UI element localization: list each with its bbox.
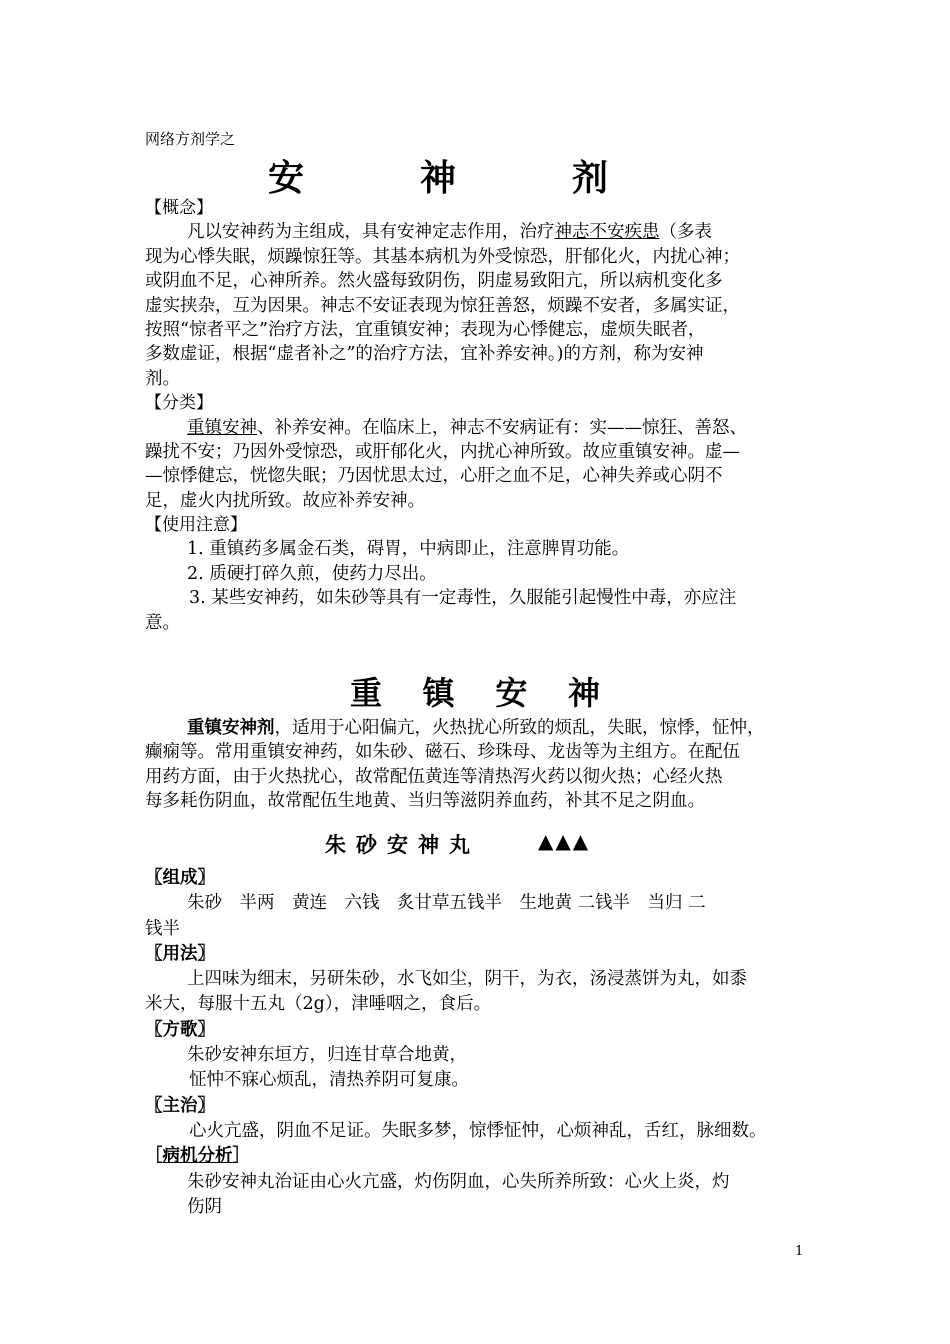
page-number: 1: [795, 1244, 804, 1259]
section-lead: 重镇安神剂: [187, 718, 275, 738]
section-line: 癫痫等。常用重镇安神药，如朱砂、磁石、珍珠母、龙齿等为主组方。在配伍: [145, 742, 740, 763]
notes-item: 1. 重镇药多属金石类，碍胃，中病即止，注意脾胃功能。: [187, 539, 630, 560]
section-line: 用药方面，由于火热扰心，故常配伍黄连等清热泻火药以彻火热；心经火热: [145, 766, 723, 787]
concept-underline: 神志不安疾患: [554, 222, 660, 243]
page-title: [268, 150, 608, 201]
section-title-char: 安: [495, 674, 528, 712]
section-line: 每多耗伤阴血，故常配伍生地黄、当归等滋阴养血药，补其不足之阴血。: [145, 791, 705, 812]
indication-heading: 〖主治〗: [145, 1095, 215, 1116]
section-line: 重镇安神剂，适用于心阳偏亢，火热扰心所致的烦乱，失眠，惊悸，怔忡，: [187, 718, 765, 738]
formula-body: [145, 866, 835, 1220]
analysis-line: 伤阴: [187, 1196, 222, 1217]
title-char: 安: [268, 157, 305, 199]
section-title-char: 重: [350, 674, 383, 712]
classification-line: 躁扰不安；乃因外受惊恐，或肝郁化火，内扰心神所致。故应重镇安神。虚—: [145, 441, 740, 462]
section-title-char: 神: [567, 674, 600, 712]
classification-underline: 重镇安神: [187, 417, 257, 438]
concept-line: 或阴血不足，心神所养。然火盛每致阴伤，阴虚易致阳亢，所以病机变化多: [145, 271, 723, 292]
concept-line: 剂。: [145, 368, 180, 389]
song-heading: 〖方歌〗: [145, 1019, 215, 1040]
composition-heading: 〖组成〗: [145, 868, 215, 888]
rating-triangles: ▲▲▲: [538, 829, 591, 853]
section-title: [350, 668, 600, 714]
intro-block: [145, 196, 825, 635]
concept-line: 多数虚证，根据“虚者补之”的治疗方法，宜补养安神。)的方剂，称为安神: [145, 344, 704, 365]
notes-heading: 【使用注意】: [145, 515, 247, 536]
classification-line: 足，虚火内扰所致。故应补养安神。: [145, 490, 425, 511]
classification-line: —惊悸健忘，恍惚失眠；乃因忧思太过，心肝之血不足，心神失养或心阴不: [145, 466, 723, 487]
usage-line: 上四味为细末，另研朱砂，水飞如尘，阴干，为衣，汤浸蒸饼为丸，如黍: [187, 969, 747, 990]
composition-line: 钱半: [145, 918, 180, 939]
analysis-heading: ［病机分析］: [145, 1146, 250, 1167]
section-title-char: 镇: [422, 674, 455, 712]
song-line: 朱砂安神东垣方，归连甘草合地黄，: [187, 1045, 467, 1066]
classification-line: 重镇安神、补养安神。在临床上，神志不安病证有：实——惊狂、善怒、: [187, 417, 747, 438]
usage-heading: 〖用法〗: [145, 943, 215, 964]
song-line: 怔忡不寐心烦乱，清热养阴可复康。: [189, 1070, 469, 1091]
title-char: 神: [419, 157, 456, 199]
concept-line: 凡以安神药为主组成，具有安神定志作用，治疗神志不安疾患（多表: [187, 222, 712, 243]
series-label: 网络方剂学之: [145, 130, 236, 148]
concept-line: 虚实挟杂，互为因果。神志不安证表现为惊狂善怒，烦躁不安者，多属实证，: [145, 295, 740, 316]
title-char: 剂: [571, 157, 608, 199]
usage-line: 米大，每服十五丸（2g），津唾咽之，食后。: [145, 994, 492, 1015]
concept-line: 按照“惊者平之”治疗方法，宜重镇安神；表现为心悸健忘，虚烦失眠者，: [145, 319, 706, 340]
indication-line: 心火亢盛，阴血不足证。失眠多梦，惊悸怔忡，心烦神乱，舌红，脉细数。: [189, 1120, 767, 1141]
composition-line: 朱砂 半两 黄连 六钱 炙甘草五钱半 生地黄 二钱半 当归 二: [187, 893, 706, 914]
notes-item: 3. 某些安神药，如朱砂等具有一定毒性，久服能引起慢性中毒，亦应注: [189, 588, 737, 609]
notes-item: 2. 质硬打碎久煎，使药力尽出。: [187, 563, 437, 584]
classification-heading: 【分类】: [145, 393, 213, 414]
section-body: [145, 716, 825, 814]
notes-item-tail: 意。: [145, 612, 180, 633]
concept-line: 现为心悸失眠，烦躁惊狂等。其基本病机为外受惊恐，肝郁化火，内扰心神；: [145, 246, 740, 267]
analysis-line: 朱砂安神丸治证由心火亢盛，灼伤阴血，心失所养所致：心火上炎，灼: [187, 1171, 730, 1192]
formula-name: 朱砂安神丸: [325, 832, 480, 857]
concept-heading: 【概念】: [145, 198, 213, 218]
